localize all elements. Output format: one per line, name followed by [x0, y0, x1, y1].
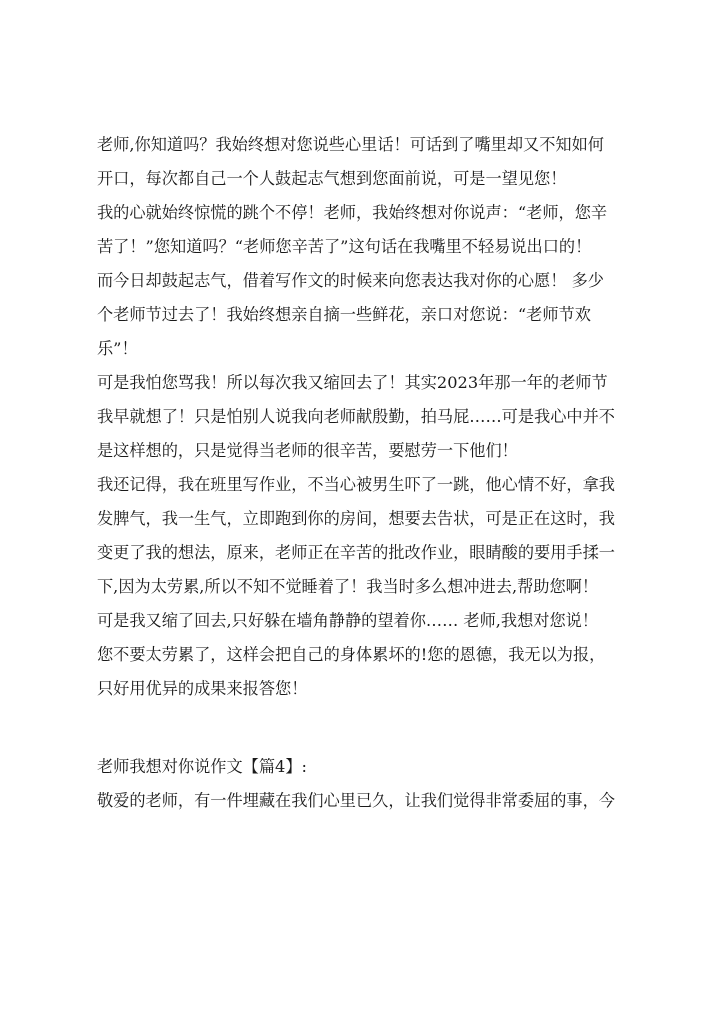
text-line: 开口，每次都自己一个人鼓起志气想到您面前说，可是一望见您！: [97, 169, 567, 188]
section-heading: 老师我想对你说作文【篇4】:: [97, 757, 308, 776]
text-line: 变更了我的想法，原来，老师正在辛苦的批改作业，眼睛酸的要用手揉一: [97, 543, 615, 562]
text-line: 乐”！: [97, 339, 138, 358]
text-line: 老师,你知道吗？我始终想对您说些心里话！可话到了嘴里却又不知如何: [97, 135, 604, 154]
text-line: 下,因为太劳累,所以不知不觉睡着了！我当时多么想冲进去,帮助您啊！: [97, 577, 599, 596]
text-line: 是这样想的，只是觉得当老师的很辛苦，要慰劳一下他们！: [97, 441, 518, 460]
text-line: 我还记得，我在班里写作业，不当心被男生吓了一跳，他心情不好，拿我: [97, 475, 615, 494]
text-line: 可是我又缩了回去,只好躲在墙角静静的望着你…… 老师,我想对您说！: [97, 611, 599, 630]
text-line: 我的心就始终惊慌的跳个不停！老师，我始终想对你说声：“老师，您辛: [97, 203, 608, 222]
text-line: 您不要太劳累了，这样会把自己的身体累坏的!您的恩德，我无以为报，: [97, 645, 606, 664]
text-line: 发脾气，我一生气，立即跑到你的房间，想要去告状，可是正在这时，我: [97, 509, 615, 528]
text-line: 个老师节过去了！我始终想亲自摘一些鲜花，亲口对您说：“老师节欢: [97, 305, 591, 324]
document-body: [97, 128, 637, 818]
paragraph-gap: [97, 706, 637, 750]
text-line: 我早就想了！只是怕别人说我向老师献殷勤，拍马屁……可是我心中并不: [97, 407, 615, 426]
text-line: 只好用优异的成果来报答您！: [97, 679, 308, 698]
text-line: 苦了！”您知道吗？“老师您辛苦了”这句话在我嘴里不轻易说出口的！: [97, 237, 592, 256]
text-line: 敬爱的老师，有一件埋藏在我们心里已久，让我们觉得非常委屈的事，今: [97, 791, 615, 810]
text-line: 而今日却鼓起志气，借着写作文的时候来向您表达我对你的心愿！ 多少: [97, 271, 604, 290]
text-line: 可是我怕您骂我！所以每次我又缩回去了！其实2023年那一年的老师节: [97, 373, 608, 392]
